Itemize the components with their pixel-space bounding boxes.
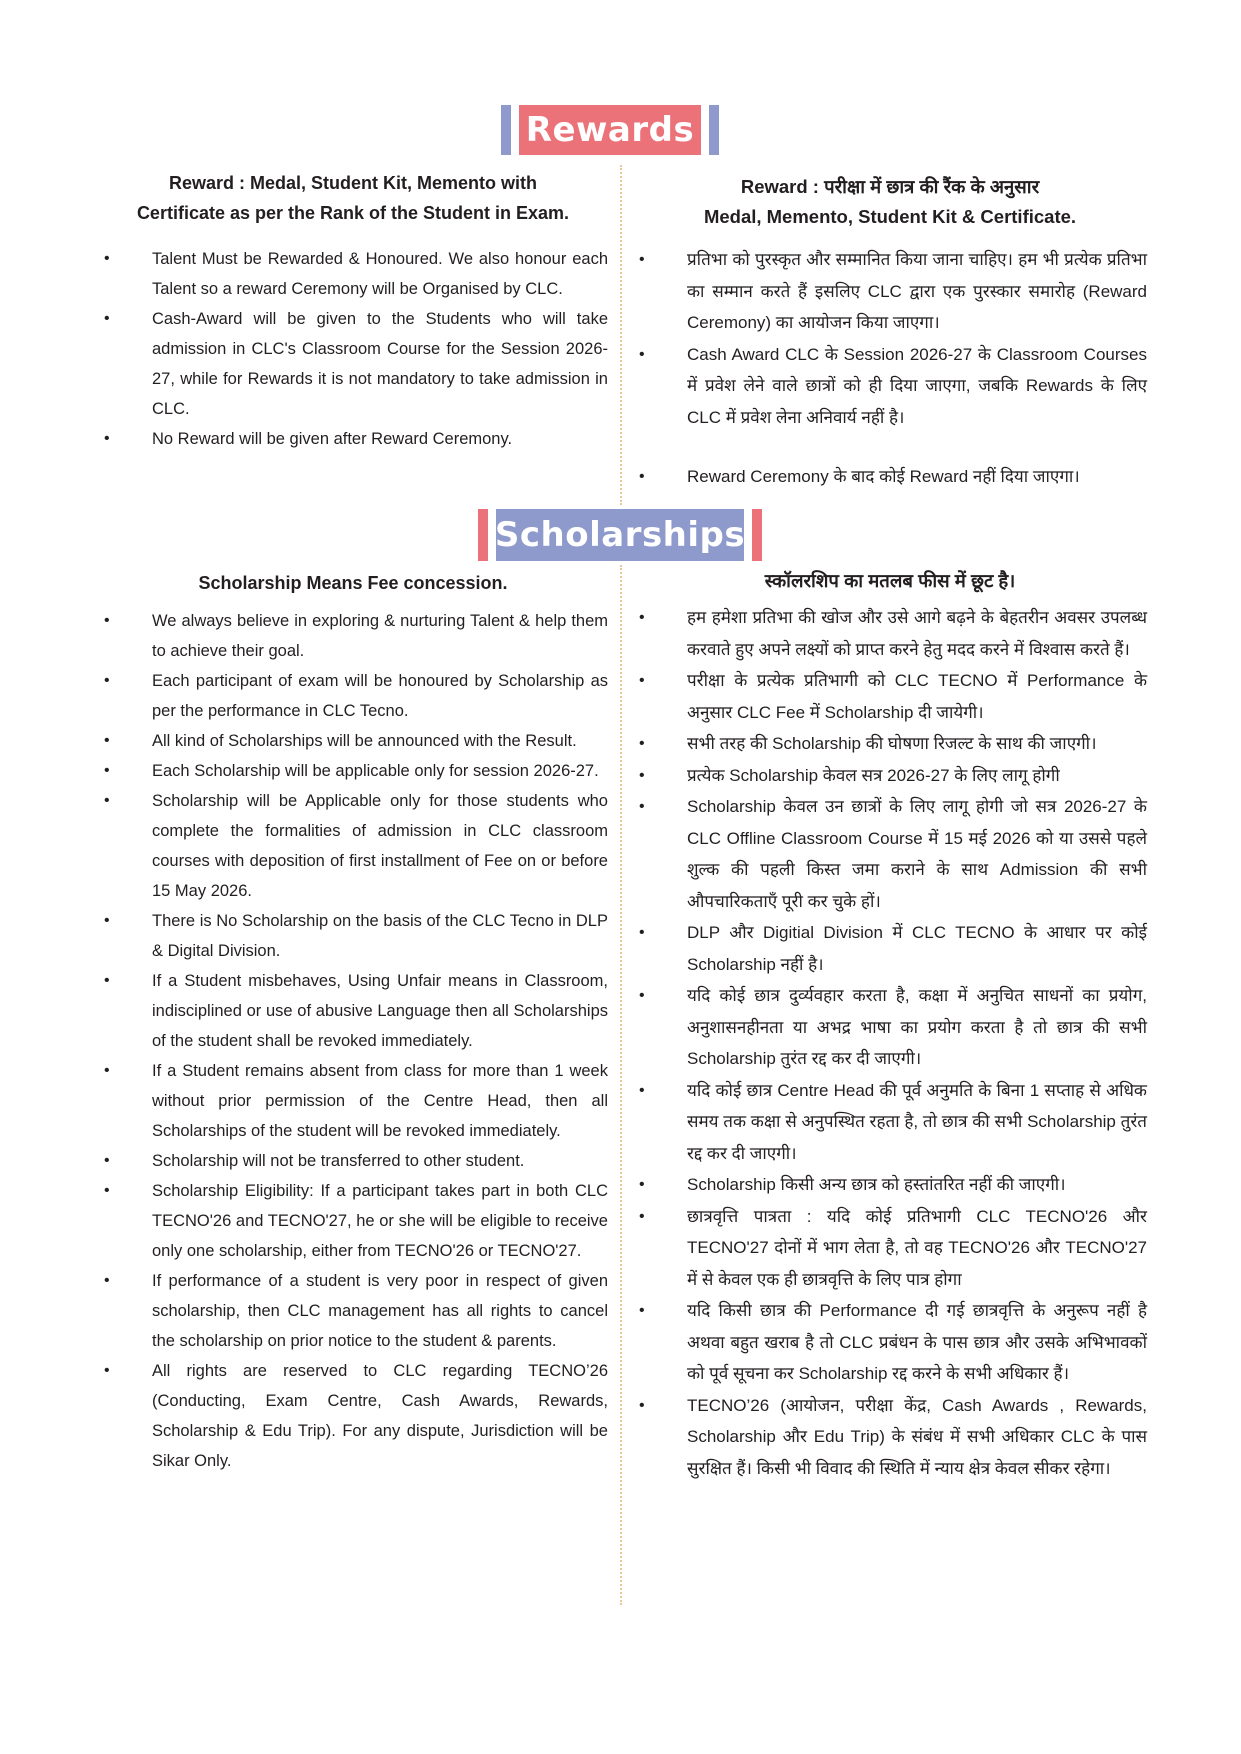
banner-accent-bar-left (478, 509, 488, 561)
rewards-hindi-heading (633, 172, 1147, 232)
list-item: • Scholarship Eligibility: If a participant takes part in both CLC TECNO'26 and TECNO'27, he or she will be eligible to receive only one scholarship, either from TECNO'26 or TECNO'27. (98, 1176, 608, 1266)
banner-accent-bar-right (752, 509, 762, 561)
list-item: • TECNO’26 (आयोजन, परीक्षा केंद्र, Cash Awards , Rewards, Scholarship और Edu Trip) के संबंध में सभी अधिकार CLC के पास सुरक्षित हैं। किसी भी विवाद की स्थिति में न्याय क्षेत्र केवल सीकर रहेगा। (633, 1390, 1147, 1485)
heading-line-2: Medal, Memento, Student Kit & Certificate. (703, 206, 1077, 227)
rewards-english-list (98, 244, 608, 454)
list-item: • हम हमेशा प्रतिभा की खोज और उसे आगे बढ़ने के बेहतरीन अवसर उपलब्ध करवाते हुए अपने लक्ष्यों को प्राप्त करने हेतु मदद करने में विश्वास करते हैं। (633, 602, 1147, 665)
heading-line-1: Reward : Medal, Student Kit, Memento with (168, 173, 537, 193)
list-item: • There is No Scholarship on the basis of the CLC Tecno in DLP & Digital Division. (98, 906, 608, 966)
rewards-section-banner (501, 105, 719, 155)
scholarships-section-banner (478, 509, 762, 561)
rewards-hindi-list (633, 244, 1147, 493)
list-item: • If performance of a student is very poor in respect of given scholarship, then CLC management has all rights to cancel the scholarship on prior notice to the student & parents. (98, 1266, 608, 1356)
list-item: • DLP और Digitial Division में CLC TECNO के आधार पर कोई Scholarship नहीं है। (633, 917, 1147, 980)
list-item: • छात्रवृत्ति पात्रता : यदि कोई प्रतिभागी CLC TECNO'26 और TECNO'27 दोनों में भाग लेता है, तो वह TECNO'26 और TECNO'27 में से केवल एक ही छात्रवृत्ति के लिए पात्र होगा (633, 1201, 1147, 1296)
list-item: • यदि कोई छात्र Centre Head की पूर्व अनुमति के बिना 1 सप्ताह से अधिक समय तक कक्षा से अनुपस्थित रहता है, तो छात्र की सभी Scholarship तुरंत रद्द कर दी जाएगी। (633, 1075, 1147, 1170)
list-item: • If a Student remains absent from class for more than 1 week without prior permission of the Centre Head, then all Scholarships of the student will be revoked immediately. (98, 1056, 608, 1146)
list-item: • Each participant of exam will be honoured by Scholarship as per the performance in CLC Tecno. (98, 666, 608, 726)
list-item: • We always believe in exploring & nurturing Talent & help them to achieve their goal. (98, 606, 608, 666)
list-item: • प्रत्येक Scholarship केवल सत्र 2026-27 के लिए लागू होगी (633, 760, 1147, 792)
banner-accent-bar-left (501, 105, 511, 155)
list-item: • Talent Must be Rewarded & Honoured. We also honour each Talent so a reward Ceremony will be Organised by CLC. (98, 244, 608, 304)
column-divider-rewards (620, 165, 622, 505)
list-item: • Cash-Award will be given to the Students who will take admission in CLC's Classroom Course for the Session 2026-27, while for Rewards it is not mandatory to take admission in CLC. (98, 304, 608, 424)
list-item: • No Reward will be given after Reward Ceremony. (98, 424, 608, 454)
list-item: • परीक्षा के प्रत्येक प्रतिभागी को CLC TECNO में Performance के अनुसार CLC Fee में Scholarship दी जायेगी। (633, 665, 1147, 728)
rewards-english-heading (98, 168, 608, 228)
scholarships-english-column (98, 568, 608, 1476)
list-item: • All kind of Scholarships will be announced with the Result. (98, 726, 608, 756)
list-item: • Scholarship will be Applicable only for those students who complete the formalities of admission in CLC classroom courses with deposition of first installment of Fee on or before 15 May 2026. (98, 786, 608, 906)
list-item: • Reward Ceremony के बाद कोई Reward नहीं दिया जाएगा। (633, 461, 1147, 493)
scholarships-hindi-list (633, 602, 1147, 1484)
column-divider-scholarships (620, 565, 622, 1605)
heading-line-1: Reward : परीक्षा में छात्र की रैंक के अनुसार (740, 176, 1040, 197)
list-item: • All rights are reserved to CLC regarding TECNO’26 (Conducting, Exam Centre, Cash Awards, Rewards, Scholarship & Edu Trip). For any dispute, Jurisdiction will be Sikar Only. (98, 1356, 608, 1476)
scholarships-hindi-heading: स्कॉलरशिप का मतलब फीस में छूट है। (764, 570, 1016, 591)
heading-line-2: Certificate as per the Rank of the Student in Exam. (136, 203, 570, 223)
rewards-hindi-column (633, 172, 1147, 493)
list-item: • Scholarship will not be transferred to other student. (98, 1146, 608, 1176)
scholarships-title: Scholarships (496, 509, 744, 561)
banner-accent-bar-right (709, 105, 719, 155)
scholarships-english-list (98, 606, 608, 1476)
rewards-title: Rewards (519, 105, 701, 155)
list-item: • सभी तरह की Scholarship की घोषणा रिजल्ट के साथ की जाएगी। (633, 728, 1147, 760)
list-item: • यदि कोई छात्र दुर्व्यवहार करता है, कक्षा में अनुचित साधनों का प्रयोग, अनुशासनहीनता या अभद्र भाषा का प्रयोग करता है तो छात्र की सभी Scholarship तुरंत रद्द कर दी जाएगी। (633, 980, 1147, 1075)
scholarships-hindi-column (633, 566, 1147, 1484)
scholarships-english-heading: Scholarship Means Fee concession. (198, 573, 508, 593)
rewards-english-column (98, 168, 608, 454)
list-item: • If a Student misbehaves, Using Unfair means in Classroom, indisciplined or use of abusive Language then all Scholarships of the student shall be revoked immediately. (98, 966, 608, 1056)
list-item: • प्रतिभा को पुरस्कृत और सम्मानित किया जाना चाहिए। हम भी प्रत्येक प्रतिभा का सम्मान करते हैं इसलिए CLC द्वारा एक पुरस्कार समारोह (Reward Ceremony) का आयोजन किया जाएगा। (633, 244, 1147, 339)
list-item: • Scholarship किसी अन्य छात्र को हस्तांतरित नहीं की जाएगी। (633, 1169, 1147, 1201)
list-item: • Cash Award CLC के Session 2026-27 के Classroom Courses में प्रवेश लेने वाले छात्रों को ही दिया जाएगा, जबकि Rewards के लिए CLC में प्रवेश लेना अनिवार्य नहीं है। (633, 339, 1147, 434)
list-item: • यदि किसी छात्र की Performance दी गई छात्रवृत्ति के अनुरूप नहीं है अथवा बहुत खराब है तो CLC प्रबंधन के पास छात्र और उसके अभिभावकों को पूर्व सूचना कर Scholarship रद्द करने के सभी अधिकार हैं। (633, 1295, 1147, 1390)
list-item: • Each Scholarship will be applicable only for session 2026-27. (98, 756, 608, 786)
list-item: • Scholarship केवल उन छात्रों के लिए लागू होगी जो सत्र 2026-27 के CLC Offline Classroom Course में 15 मई 2026 को या उससे पहले शुल्क की पहली किस्त जमा कराने के साथ Admission की सभी औपचारिकताएँ पूरी कर चुके हों। (633, 791, 1147, 917)
